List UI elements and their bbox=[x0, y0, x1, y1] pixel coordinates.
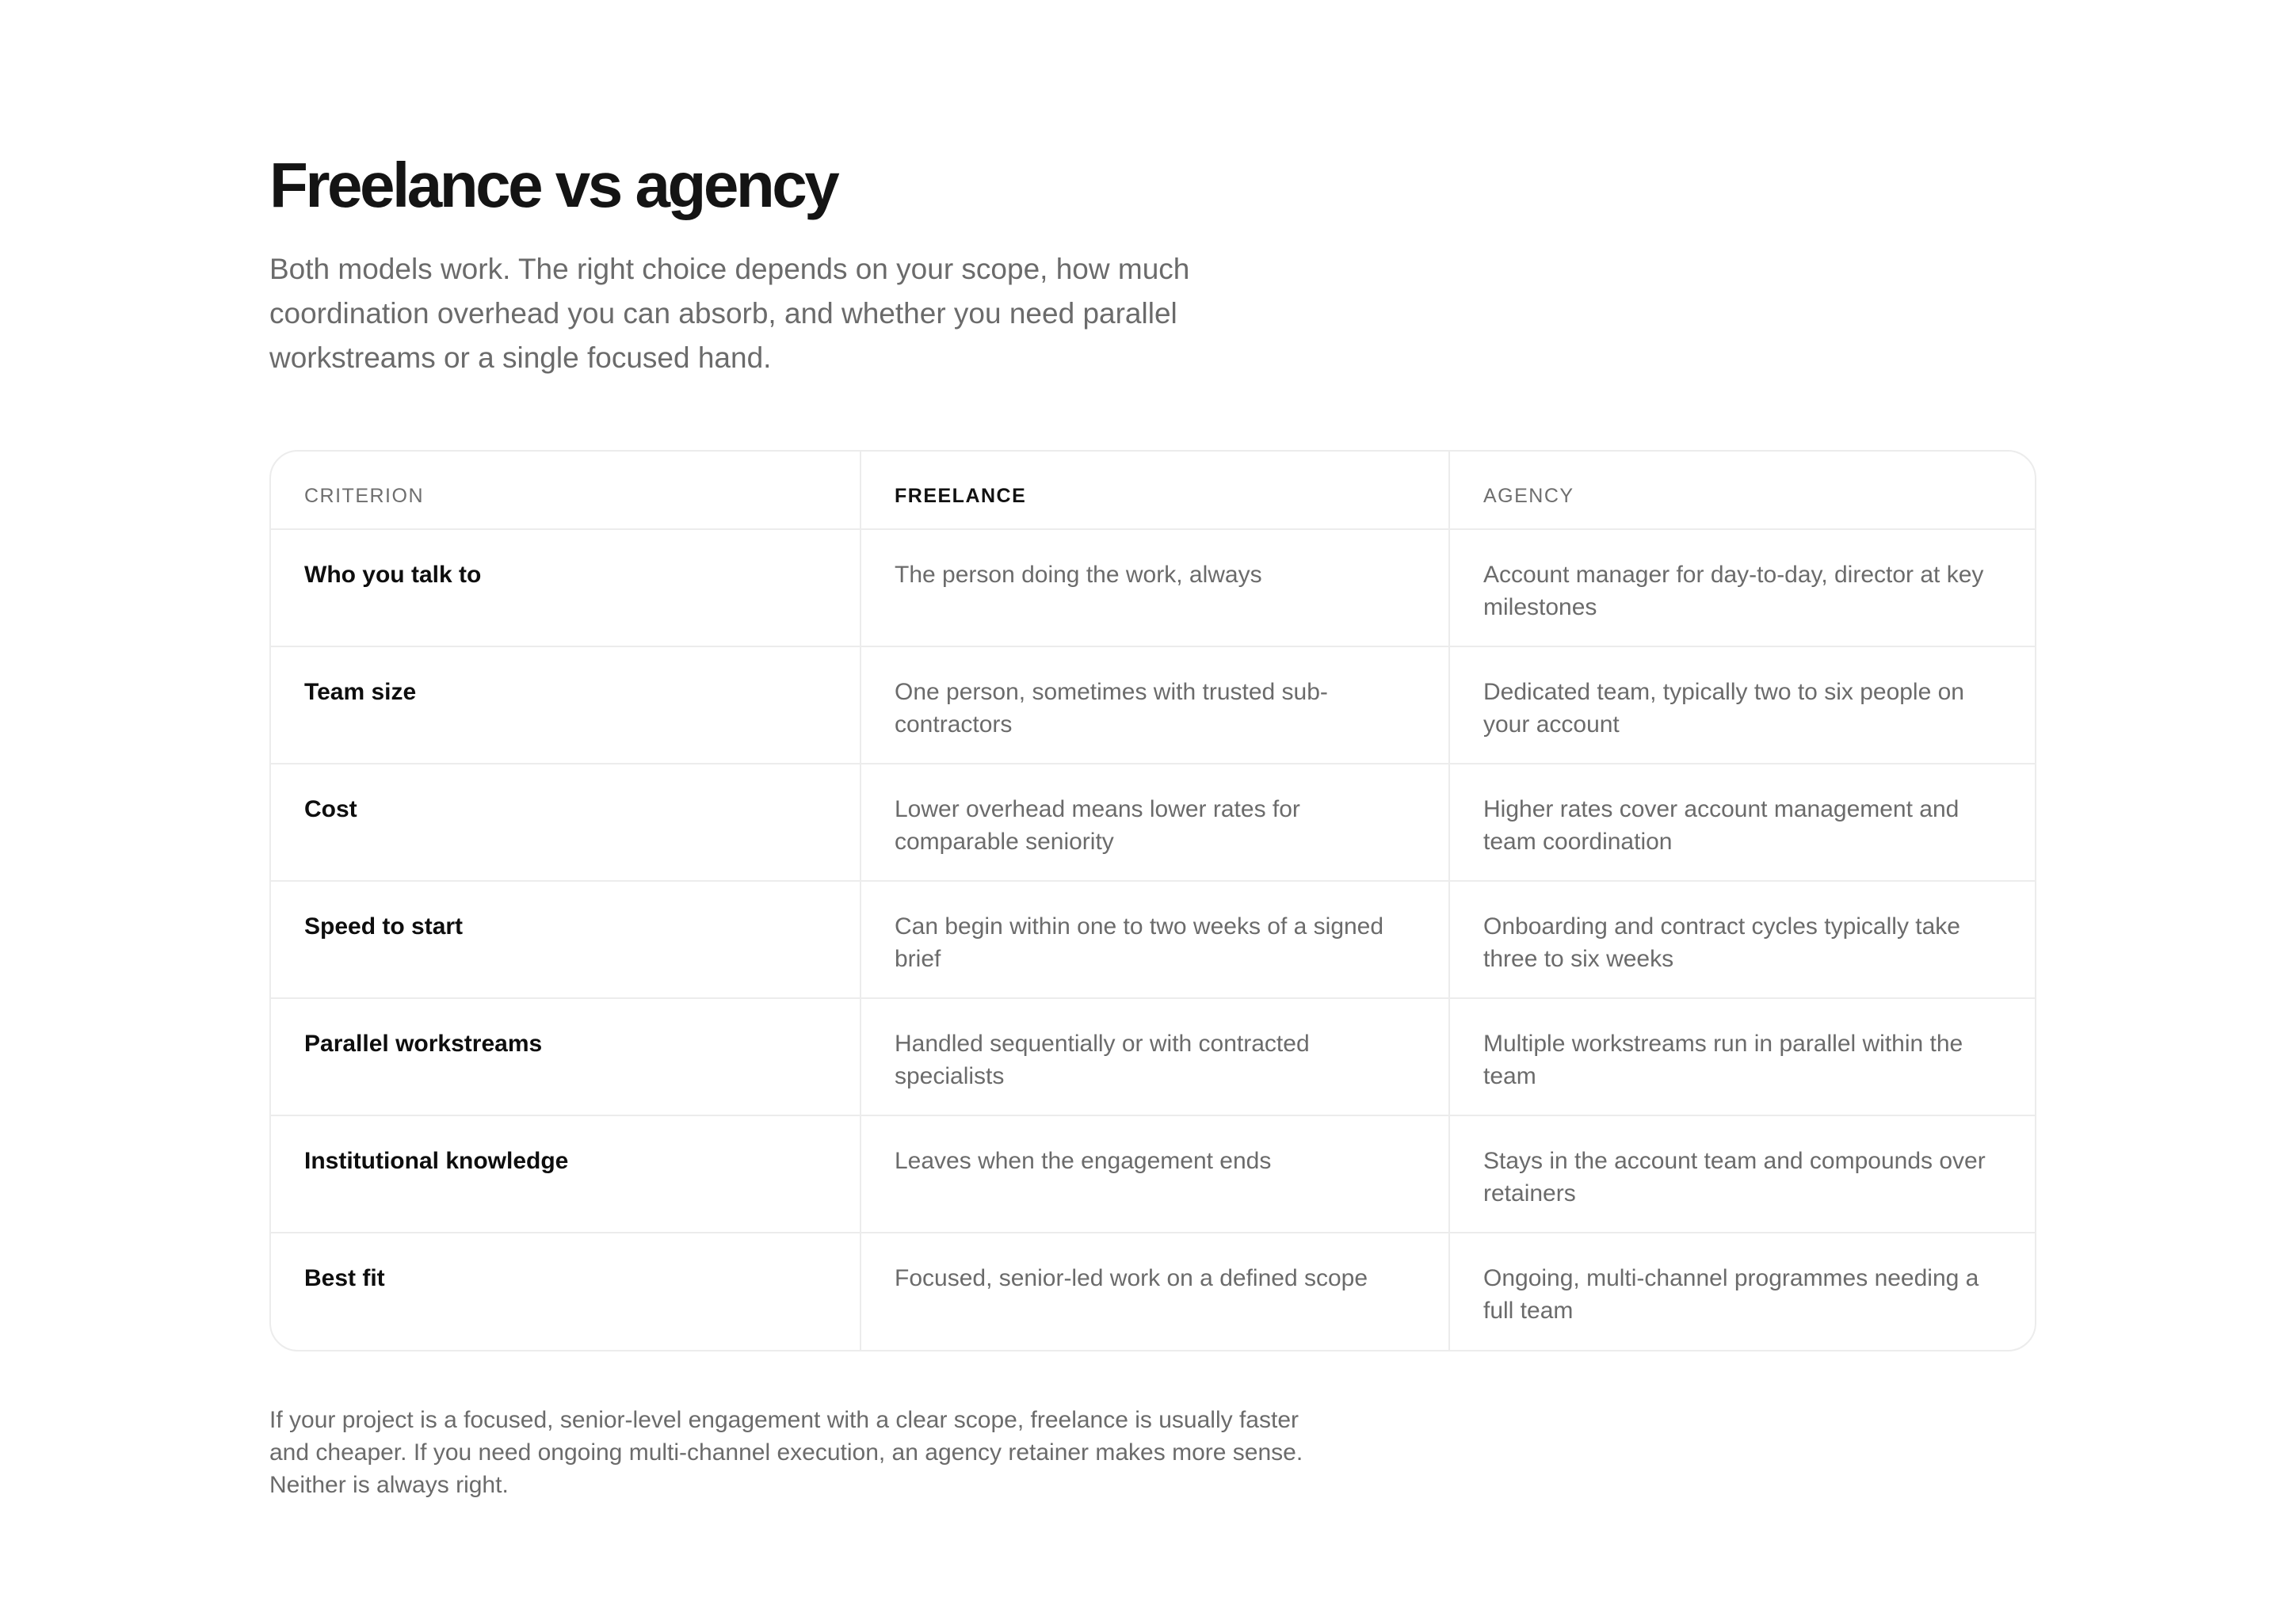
column-header-agency: AGENCY bbox=[1449, 452, 2036, 529]
criterion-cell: Parallel workstreams bbox=[271, 998, 861, 1115]
agency-cell bbox=[1449, 998, 2036, 1115]
criterion-cell: Who you talk to bbox=[271, 529, 861, 646]
agency-cell bbox=[1449, 529, 2036, 646]
comparison-table bbox=[271, 452, 2036, 1350]
column-header-freelance: FREELANCE bbox=[861, 452, 1449, 529]
freelance-cell bbox=[861, 529, 1449, 646]
content-section bbox=[269, 143, 2038, 1501]
table-header-row bbox=[271, 452, 2036, 529]
criterion-cell: Cost bbox=[271, 764, 861, 881]
criterion-cell: Best fit bbox=[271, 1233, 861, 1350]
agency-cell bbox=[1449, 1233, 2036, 1350]
freelance-cell bbox=[861, 1115, 1449, 1233]
table-row bbox=[271, 1115, 2036, 1233]
page-title: Freelance vs agency bbox=[269, 150, 838, 220]
freelance-text: Handled sequentially or with contracted specialists bbox=[895, 1031, 1310, 1089]
freelance-cell bbox=[861, 881, 1449, 998]
comparison-table-card bbox=[269, 450, 2036, 1351]
table-row bbox=[271, 764, 2036, 881]
agency-text: Dedicated team, typically two to six people on your account bbox=[1483, 679, 1964, 738]
freelance-text: The person doing the work, always bbox=[895, 562, 1262, 588]
freelance-text: Can begin within one to two weeks of a signed brief bbox=[895, 913, 1384, 972]
agency-cell bbox=[1449, 764, 2036, 881]
table-row bbox=[271, 646, 2036, 764]
agency-text: Multiple workstreams run in parallel within the team bbox=[1483, 1031, 1963, 1089]
freelance-text: Focused, senior-led work on a defined scope bbox=[895, 1265, 1368, 1291]
freelance-cell bbox=[861, 764, 1449, 881]
footer-note: If your project is a focused, senior-level engagement with a clear scope, freelance is usually faster and cheaper. If you need ongoing multi-channel execution, an agency retainer makes more sense. Neither is always right. bbox=[269, 1407, 1303, 1498]
agency-cell bbox=[1449, 646, 2036, 764]
column-header-criterion: CRITERION bbox=[271, 452, 861, 529]
agency-text: Stays in the account team and compounds over retainers bbox=[1483, 1148, 1986, 1207]
agency-text: Onboarding and contract cycles typically take three to six weeks bbox=[1483, 913, 1960, 972]
agency-text: Ongoing, multi-channel programmes needing a full team bbox=[1483, 1265, 1979, 1324]
agency-cell bbox=[1449, 881, 2036, 998]
freelance-cell bbox=[861, 646, 1449, 764]
criterion-cell: Institutional knowledge bbox=[271, 1115, 861, 1233]
freelance-cell bbox=[861, 1233, 1449, 1350]
agency-text: Higher rates cover account management and team coordination bbox=[1483, 796, 1960, 855]
criterion-cell: Speed to start bbox=[271, 881, 861, 998]
freelance-cell bbox=[861, 998, 1449, 1115]
page-intro: Both models work. The right choice depends on your scope, how much coordination overhead you can absorb, and whether you need parallel workstreams or a single focused hand. bbox=[269, 253, 1190, 374]
table-row bbox=[271, 1233, 2036, 1350]
agency-cell bbox=[1449, 1115, 2036, 1233]
table-row bbox=[271, 998, 2036, 1115]
freelance-text: Leaves when the engagement ends bbox=[895, 1148, 1272, 1174]
table-row bbox=[271, 881, 2036, 998]
criterion-cell: Team size bbox=[271, 646, 861, 764]
table-row bbox=[271, 529, 2036, 646]
freelance-text: Lower overhead means lower rates for comparable seniority bbox=[895, 796, 1300, 855]
freelance-text: One person, sometimes with trusted sub-contractors bbox=[895, 679, 1328, 738]
agency-text: Account manager for day-to-day, director at key milestones bbox=[1483, 562, 1984, 620]
